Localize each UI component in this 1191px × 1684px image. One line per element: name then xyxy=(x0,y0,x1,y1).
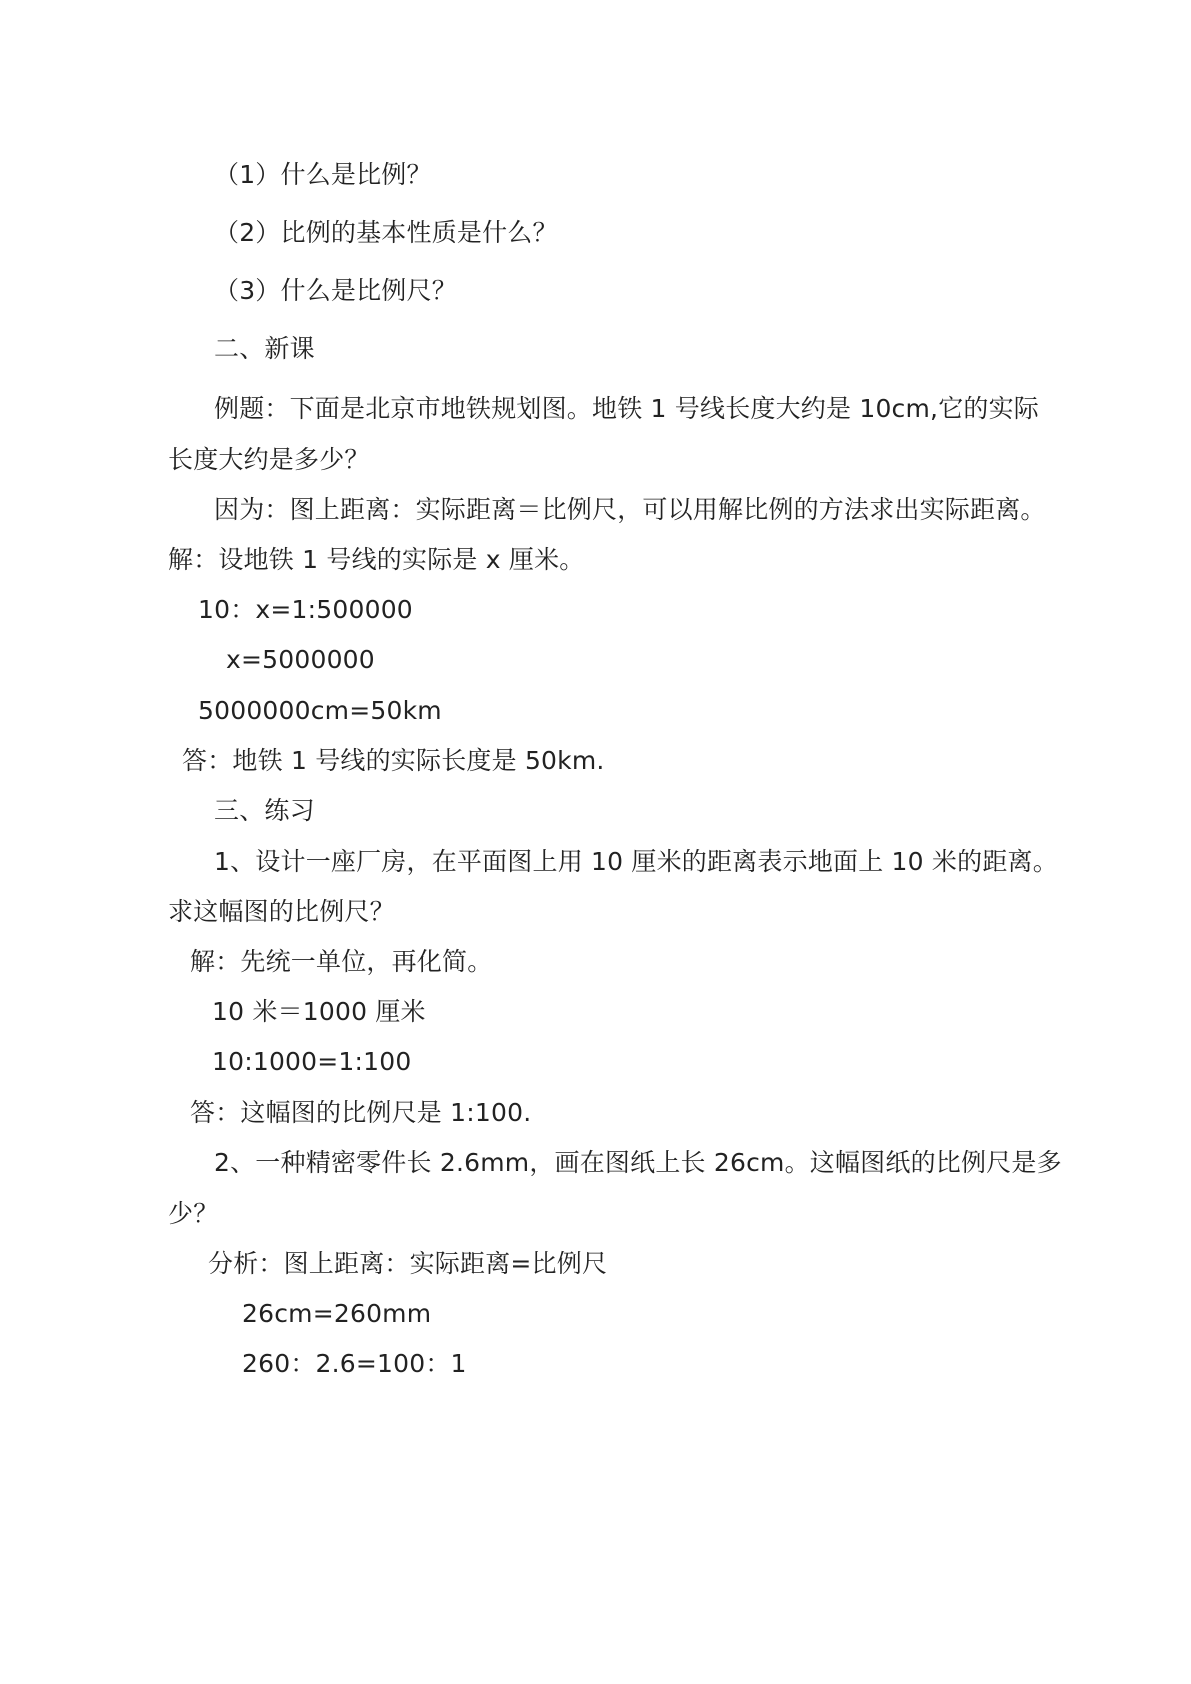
practice-1-line-1: 1、设计一座厂房，在平面图上用 10 厘米的距离表示地面上 10 米的距离。 xyxy=(214,847,1058,876)
review-question-3: （3）什么是比例尺？ xyxy=(214,276,457,305)
conversion-line: 5000000cm=50km xyxy=(198,696,442,725)
practice-2-equation-1: 26cm=260mm xyxy=(242,1299,432,1328)
equation-line-2: x=5000000 xyxy=(226,645,375,674)
practice-2-analysis: 分析：图上距离：实际距离=比例尺 xyxy=(208,1249,608,1278)
practice-1-answer: 答：这幅图的比例尺是 1:100. xyxy=(190,1098,532,1127)
example-problem-line-2: 长度大约是多少？ xyxy=(168,445,370,474)
practice-2-line-2: 少？ xyxy=(168,1199,219,1228)
equation-line-1: 10：x=1:500000 xyxy=(198,595,413,624)
section-heading-new-lesson: 二、新课 xyxy=(214,334,315,363)
example-problem-line-1: 例题：下面是北京市地铁规划图。地铁 1 号线长度大约是 10cm,它的实际 xyxy=(214,394,1040,423)
review-question-2: （2）比例的基本性质是什么？ xyxy=(214,218,558,247)
review-question-1: （1）什么是比例？ xyxy=(214,160,432,189)
practice-2-line-1: 2、一种精密零件长 2.6mm，画在图纸上长 26cm。这幅图纸的比例尺是多 xyxy=(214,1148,1062,1177)
section-heading-practice: 三、练习 xyxy=(214,796,315,825)
example-reasoning: 因为：图上距离：实际距离＝比例尺，可以用解比例的方法求出实际距离。 xyxy=(214,495,1046,524)
example-answer: 答：地铁 1 号线的实际长度是 50km. xyxy=(182,746,605,775)
practice-1-equation-2: 10:1000=1:100 xyxy=(212,1047,412,1076)
practice-1-equation-1: 10 米＝1000 厘米 xyxy=(212,997,426,1026)
practice-1-solution-setup: 解：先统一单位，再化简。 xyxy=(190,947,493,976)
practice-2-equation-2: 260：2.6=100：1 xyxy=(242,1349,467,1378)
solution-setup: 解：设地铁 1 号线的实际是 x 厘米。 xyxy=(168,545,585,574)
practice-1-line-2: 求这幅图的比例尺？ xyxy=(168,897,395,926)
